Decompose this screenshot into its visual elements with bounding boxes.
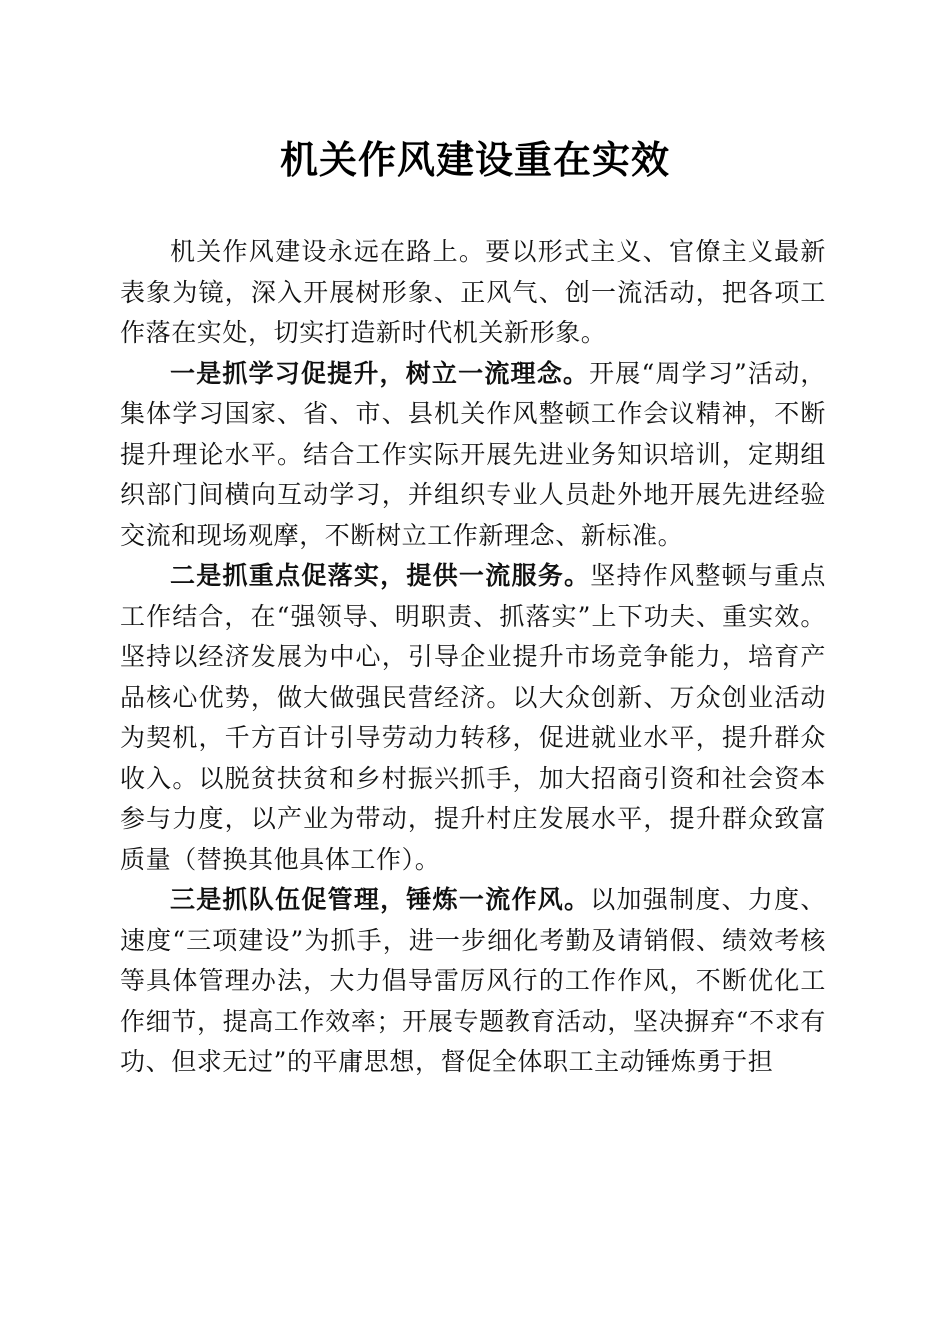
section-text-1: 开展“周学习”活动，集体学习国家、省、市、县机关作风整顿工作会议精神，不断提升理论水平。结合工作实际开展先进业务知识培训，定期组织部门间横向互动学习，并组织专业人员赴外地开展先进经验交流和现场观摩，不断树立工作新理念、新标准。 xyxy=(120,358,826,550)
intro-paragraph: 机关作风建设永远在路上。要以形式主义、官僚主义最新表象为镜，深入开展树形象、正风气、创一流活动，把各项工作落在实处，切实打造新时代机关新形象。 xyxy=(120,237,826,347)
section-heading-2: 二是抓重点促落实，提供一流服务。 xyxy=(170,561,591,590)
section-paragraph-3 xyxy=(120,880,826,1083)
section-text-3: 以加强制度、力度、速度“三项建设”为抓手，进一步细化考勤及请销假、绩效考核等具体管理办法，大力倡导雷厉风行的工作作风，不断优化工作细节，提高工作效率；开展专题教育活动，坚决摒弃“不求有功、但求无过”的平庸思想，督促全体职工主动锤炼勇于担 xyxy=(120,885,826,1076)
document-body xyxy=(120,232,826,1083)
document-title: 机关作风建设重在实效 xyxy=(279,137,670,182)
section-paragraph-2 xyxy=(120,556,826,880)
section-paragraph-1 xyxy=(120,354,826,557)
section-heading-1: 一是抓学习促提升，树立一流理念。 xyxy=(170,358,590,388)
section-text-2: 坚持作风整顿与重点工作结合，在“强领导、明职责、抓落实”上下功夫、重实效。坚持以经济发展为中心，引导企业提升市场竞争能力，培育产品核心优势，做大做强民营经济。以大众创新、万众创业活动为契机，千方百计引导劳动力转移，促进就业水平，提升群众收入。以脱贫扶贫和乡村振兴抓手，加大招商引资和社会资本参与力度，以产业为带动，提升村庄发展水平，提升群众致富质量（替换其他具体工作）。 xyxy=(120,561,826,874)
section-heading-3: 三是抓队伍促管理，锤炼一流作风。 xyxy=(170,885,591,914)
